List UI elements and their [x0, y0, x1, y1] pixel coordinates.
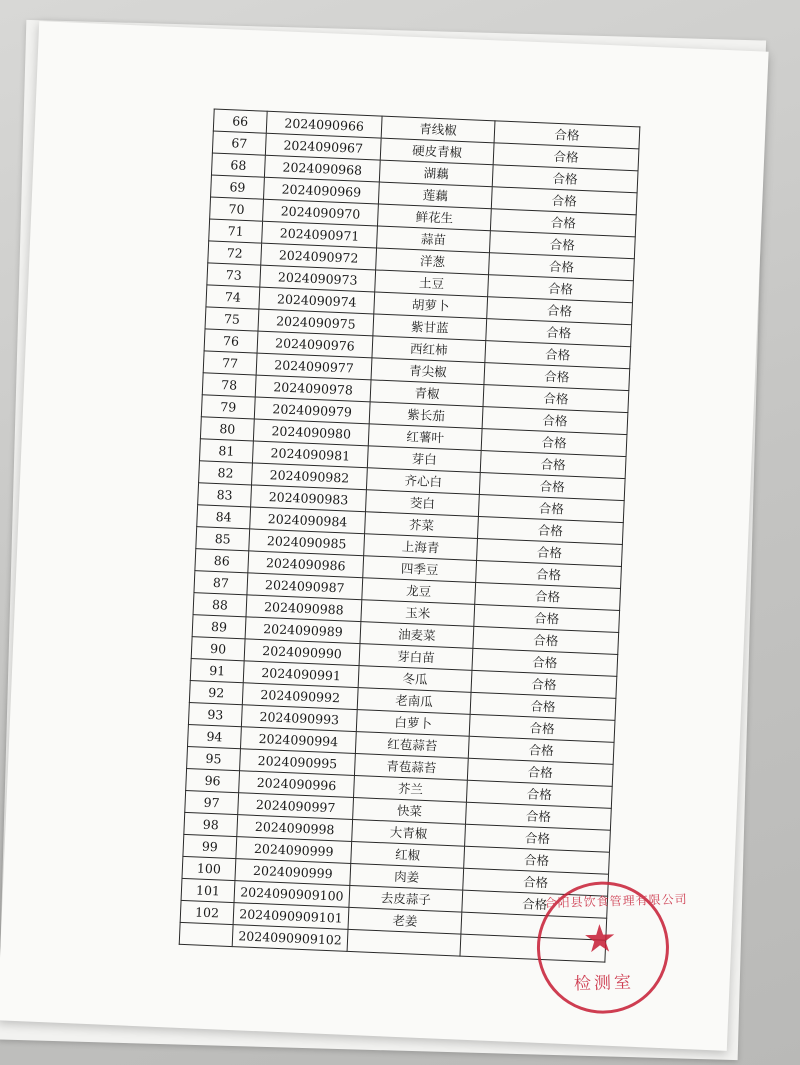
result-cell: 合格 — [490, 209, 636, 237]
sample-code-cell: 2024090981 — [252, 441, 368, 468]
seal-org-text: 合阳县饮食管理有限公司 — [544, 892, 688, 911]
result-cell: 合格 — [465, 824, 611, 852]
result-cell: 合格 — [472, 648, 618, 676]
row-index-cell: 97 — [185, 790, 239, 814]
result-cell: 合格 — [492, 165, 638, 193]
row-index-cell: 83 — [198, 483, 252, 507]
sample-code-cell: 2024090909100 — [234, 881, 350, 908]
inspection-results-table-container — [179, 109, 624, 962]
sample-code-cell: 2024090986 — [248, 551, 364, 578]
sample-code-cell: 2024090996 — [239, 771, 355, 798]
row-index-cell: 90 — [191, 637, 245, 661]
document-page — [0, 21, 769, 1051]
sample-code-cell: 2024090994 — [240, 727, 356, 754]
sample-code-cell: 2024090985 — [249, 529, 365, 556]
product-name-cell: 青尖椒 — [371, 358, 485, 385]
result-cell: 合格 — [479, 473, 625, 501]
sample-code-cell: 2024090992 — [242, 683, 358, 710]
product-name-cell: 莲藕 — [378, 182, 492, 209]
sample-code-cell: 2024090978 — [255, 375, 371, 402]
product-name-cell: 老南瓜 — [357, 688, 471, 715]
row-index-cell: 93 — [188, 703, 242, 727]
result-cell: 合格 — [471, 670, 617, 698]
product-name-cell: 西红柿 — [372, 336, 486, 363]
sample-code-cell: 2024090972 — [261, 243, 377, 270]
row-index-cell: 77 — [203, 351, 257, 375]
product-name-cell: 蒜苗 — [377, 226, 491, 253]
sample-code-cell: 2024090999 — [236, 837, 352, 864]
result-cell: 合格 — [466, 780, 612, 808]
row-index-cell: 75 — [205, 307, 259, 331]
sample-code-cell: 2024090973 — [260, 265, 376, 292]
sample-code-cell: 2024090991 — [243, 661, 359, 688]
result-cell: 合格 — [482, 407, 628, 435]
row-index-cell: 98 — [184, 812, 238, 836]
result-cell: 合格 — [473, 626, 619, 654]
product-name-cell: 冬瓜 — [358, 666, 472, 693]
row-index-cell: 66 — [213, 109, 267, 133]
row-index-cell: 73 — [207, 263, 261, 287]
row-index-cell: 76 — [204, 329, 258, 353]
sample-code-cell: 2024090989 — [245, 617, 361, 644]
product-name-cell: 青椒 — [370, 380, 484, 407]
product-name-cell: 芥菜 — [365, 512, 479, 539]
sample-code-cell: 2024090980 — [253, 419, 369, 446]
row-index-cell — [179, 922, 233, 946]
result-cell: 合格 — [485, 341, 631, 369]
result-cell: 合格 — [462, 890, 608, 918]
product-name-cell: 红薯叶 — [368, 424, 482, 451]
product-name-cell: 老姜 — [348, 907, 462, 934]
product-name-cell: 白萝卜 — [356, 710, 470, 737]
inspection-results-table — [179, 109, 641, 963]
row-index-cell: 72 — [208, 241, 262, 265]
row-index-cell: 96 — [186, 768, 240, 792]
product-name-cell: 去皮蒜子 — [349, 885, 463, 912]
sample-code-cell: 2024090995 — [240, 749, 356, 776]
result-cell: 合格 — [481, 429, 627, 457]
row-index-cell: 91 — [190, 659, 244, 683]
result-cell: 合格 — [466, 802, 612, 830]
sample-code-cell: 2024090982 — [252, 463, 368, 490]
sample-code-cell: 2024090999 — [235, 859, 351, 886]
row-index-cell: 70 — [210, 197, 264, 221]
result-cell: 合格 — [476, 560, 622, 588]
sample-code-cell: 2024090976 — [257, 331, 373, 358]
row-index-cell: 100 — [182, 856, 236, 880]
result-cell: 合格 — [474, 604, 620, 632]
sample-code-cell: 2024090967 — [265, 133, 381, 160]
row-index-cell: 82 — [199, 461, 253, 485]
sample-code-cell: 2024090968 — [264, 155, 380, 182]
row-index-cell: 86 — [195, 549, 249, 573]
sample-code-cell: 2024090990 — [244, 639, 360, 666]
sample-code-cell: 2024090966 — [266, 111, 382, 138]
sample-code-cell: 2024090974 — [259, 287, 375, 314]
sample-code-cell: 2024090975 — [258, 309, 374, 336]
row-index-cell: 95 — [187, 746, 241, 770]
result-cell: 合格 — [475, 582, 621, 610]
row-index-cell: 69 — [211, 175, 265, 199]
row-index-cell: 101 — [181, 878, 235, 902]
result-cell: 合格 — [478, 494, 624, 522]
sample-code-cell: 2024090983 — [251, 485, 367, 512]
product-name-cell: 油麦菜 — [360, 622, 474, 649]
product-name-cell: 鲜花生 — [377, 204, 491, 231]
result-cell: 合格 — [467, 758, 613, 786]
row-index-cell: 81 — [199, 439, 253, 463]
row-index-cell: 68 — [211, 153, 265, 177]
sample-code-cell: 2024090977 — [256, 353, 372, 380]
result-cell: 合格 — [488, 275, 634, 303]
sample-code-cell: 2024090971 — [262, 221, 378, 248]
result-cell: 合格 — [477, 538, 623, 566]
sample-code-cell: 2024090969 — [263, 177, 379, 204]
row-index-cell: 79 — [201, 395, 255, 419]
result-cell: 合格 — [491, 187, 637, 215]
row-index-cell: 92 — [189, 681, 243, 705]
sample-code-cell: 2024090988 — [246, 595, 362, 622]
result-cell: 合格 — [484, 363, 630, 391]
result-cell: 合格 — [493, 143, 639, 171]
result-cell: 合格 — [494, 121, 640, 149]
product-name-cell: 硬皮青椒 — [380, 138, 494, 165]
result-cell: 合格 — [468, 736, 614, 764]
row-index-cell: 84 — [197, 505, 251, 529]
product-name-cell: 洋葱 — [376, 248, 490, 275]
product-name-cell: 湖藕 — [379, 160, 493, 187]
row-index-cell: 94 — [188, 725, 242, 749]
product-name-cell — [347, 929, 461, 956]
sample-code-cell: 2024090909101 — [233, 903, 349, 930]
row-index-cell: 99 — [183, 834, 237, 858]
product-name-cell: 芽白苗 — [359, 644, 473, 671]
product-name-cell: 紫甘蓝 — [373, 314, 487, 341]
star-icon: ★ — [582, 916, 618, 962]
official-seal-stamp — [535, 880, 688, 1016]
product-name-cell: 芥兰 — [354, 776, 468, 803]
product-name-cell: 茭白 — [366, 490, 480, 517]
result-cell: 合格 — [483, 385, 629, 413]
result-cell: 合格 — [487, 297, 633, 325]
sample-code-cell: 2024090984 — [250, 507, 366, 534]
sample-code-cell: 2024090909102 — [232, 925, 348, 952]
row-index-cell: 102 — [180, 900, 234, 924]
row-index-cell: 74 — [206, 285, 260, 309]
result-cell: 合格 — [486, 319, 632, 347]
product-name-cell: 土豆 — [375, 270, 489, 297]
product-name-cell: 红苞蒜苔 — [355, 732, 469, 759]
product-name-cell: 快菜 — [353, 797, 467, 824]
sample-code-cell: 2024090993 — [241, 705, 357, 732]
row-index-cell: 85 — [196, 527, 250, 551]
row-index-cell: 89 — [192, 615, 246, 639]
row-index-cell: 78 — [202, 373, 256, 397]
product-name-cell: 芽白 — [367, 446, 481, 473]
result-cell: 合格 — [489, 231, 635, 259]
product-name-cell: 玉米 — [361, 600, 475, 627]
result-cell: 合格 — [470, 692, 616, 720]
product-name-cell: 青苞蒜苔 — [354, 754, 468, 781]
row-index-cell: 71 — [209, 219, 263, 243]
row-index-cell: 80 — [200, 417, 254, 441]
product-name-cell: 胡萝卜 — [374, 292, 488, 319]
sample-code-cell: 2024090997 — [238, 793, 354, 820]
result-cell: 合格 — [469, 714, 615, 742]
product-name-cell: 龙豆 — [362, 578, 476, 605]
table-body — [179, 109, 640, 962]
product-name-cell: 青线椒 — [381, 116, 495, 143]
product-name-cell: 肉姜 — [350, 863, 464, 890]
result-cell: 合格 — [464, 846, 610, 874]
sample-code-cell: 2024090998 — [237, 815, 353, 842]
product-name-cell: 四季豆 — [363, 556, 477, 583]
product-name-cell: 红椒 — [351, 841, 465, 868]
result-cell: 合格 — [477, 516, 623, 544]
result-cell: 合格 — [489, 253, 635, 281]
product-name-cell: 上海青 — [364, 534, 478, 561]
row-index-cell: 67 — [212, 131, 266, 155]
sample-code-cell: 2024090970 — [263, 199, 379, 226]
row-index-cell: 87 — [194, 571, 248, 595]
result-cell: 合格 — [463, 868, 609, 896]
result-cell: 合格 — [480, 451, 626, 479]
seal-dept-text: 检测室 — [573, 972, 635, 995]
row-index-cell: 88 — [193, 593, 247, 617]
sample-code-cell: 2024090979 — [254, 397, 370, 424]
product-name-cell: 齐心白 — [366, 468, 480, 495]
product-name-cell: 紫长茄 — [369, 402, 483, 429]
sample-code-cell: 2024090987 — [247, 573, 363, 600]
product-name-cell: 大青椒 — [352, 819, 466, 846]
